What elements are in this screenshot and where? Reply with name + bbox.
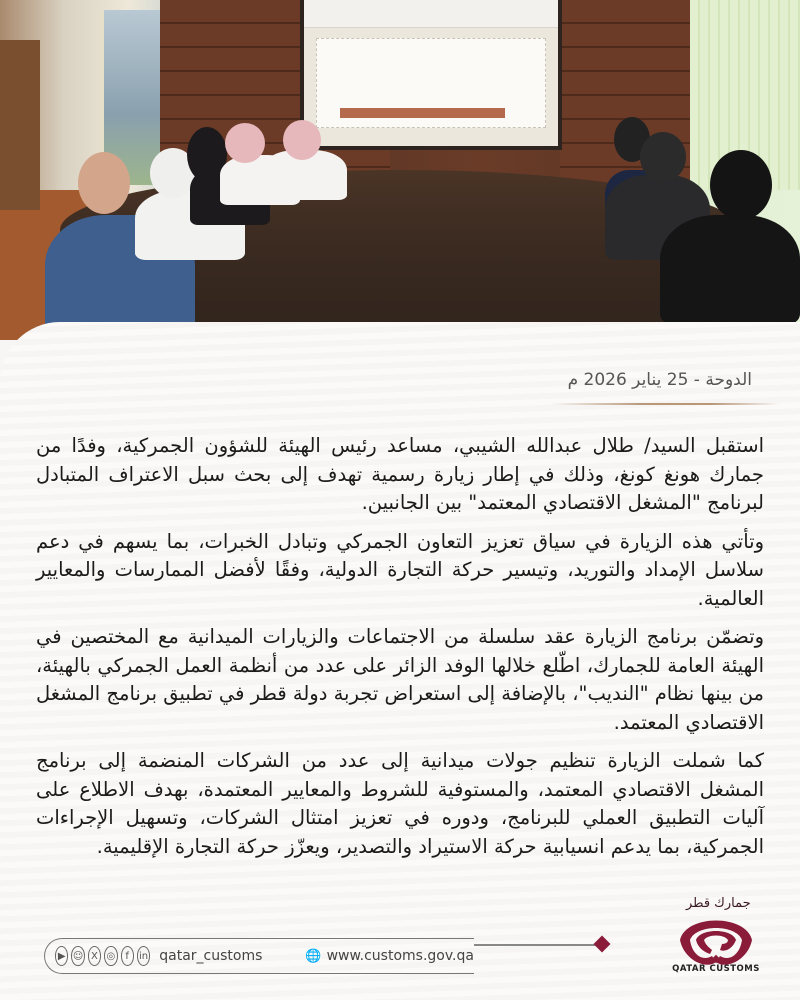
website-url[interactable]: www.customs.gov.qa xyxy=(326,948,474,964)
person xyxy=(660,215,800,325)
footer-contact-bar xyxy=(44,938,474,974)
globe-icon: 🌐 xyxy=(305,948,322,964)
dateline: الدوحة - 25 يناير 2026 م xyxy=(567,370,752,390)
paragraph: وتضمّن برنامج الزيارة عقد سلسلة من الاجتماعات والزيارات الميدانية مع المختصين في الهيئة العامة للجمارك، اطّلع خلالها الوفد الزائر على عدد من أنظمة العمل الجمركي بالهيئة، من بينها نظام "النديب"، بالإضافة إلى استعراض تجربة دولة قطر في تطبيق برنامج المشغل الاقتصادي المعتمد. xyxy=(36,625,764,734)
footer-divider xyxy=(474,944,596,946)
paragraph: استقبل السيد/ طلال عبدالله الشيبي، مساعد رئيس الهيئة للشؤون الجمركية، وفدًا من جمارك هونغ كونغ، وذلك في إطار زيارة رسمية تهدف إلى بحث سبل الاعتراف المتبادل لبرنامج "المشغل الاقتصادي المعتمد" بين الجانبين. xyxy=(36,434,764,514)
projection-screen xyxy=(300,0,562,150)
door xyxy=(0,40,40,210)
logo-arabic-text: جمارك قطر xyxy=(686,896,751,911)
paragraph: وتأتي هذه الزيارة في سياق تعزيز التعاون الجمركي وتبادل الخبرات، بما يسهم في دعم سلاسل الإمداد والتوريد، وتيسير حركة التجارة الدولية، وفقًا لأفضل الممارسات والمعايير العالمية. xyxy=(36,529,764,610)
youtube-icon[interactable]: ▶ xyxy=(55,946,68,966)
website-link[interactable] xyxy=(305,948,474,964)
instagram-icon[interactable]: ◎ xyxy=(104,946,117,966)
x-icon[interactable]: X xyxy=(88,946,101,966)
logo-english-text: QATAR CUSTOMS xyxy=(672,964,760,974)
divider xyxy=(550,403,780,405)
social-handle[interactable]: qatar_customs xyxy=(159,948,263,964)
paragraph: كما شملت الزيارة تنظيم جولات ميدانية إلى عدد من الشركات المنضمة إلى برنامج المشغل الاقتصادي المعتمد، والمستوفية للشروط والمعايير المعتمدة، بهدف الاطلاع على آليات التطبيق العملي للبرنامج، ودوره في تعزيز امتثال الشركات، وتسهيل الإجراءات الجمركية، بما يدعم انسيابية حركة الاستيراد والتصدير، ويعزّز حركة التجارة الإقليمية. xyxy=(36,749,764,858)
logo-emblem-icon xyxy=(666,892,766,992)
meeting-photo xyxy=(0,0,800,340)
facebook-icon[interactable]: f xyxy=(121,946,134,966)
linkedin-icon[interactable]: in xyxy=(137,946,150,966)
article-body xyxy=(36,432,764,871)
qatar-customs-logo xyxy=(666,892,766,992)
snapchat-icon[interactable]: ☺ xyxy=(71,946,84,966)
